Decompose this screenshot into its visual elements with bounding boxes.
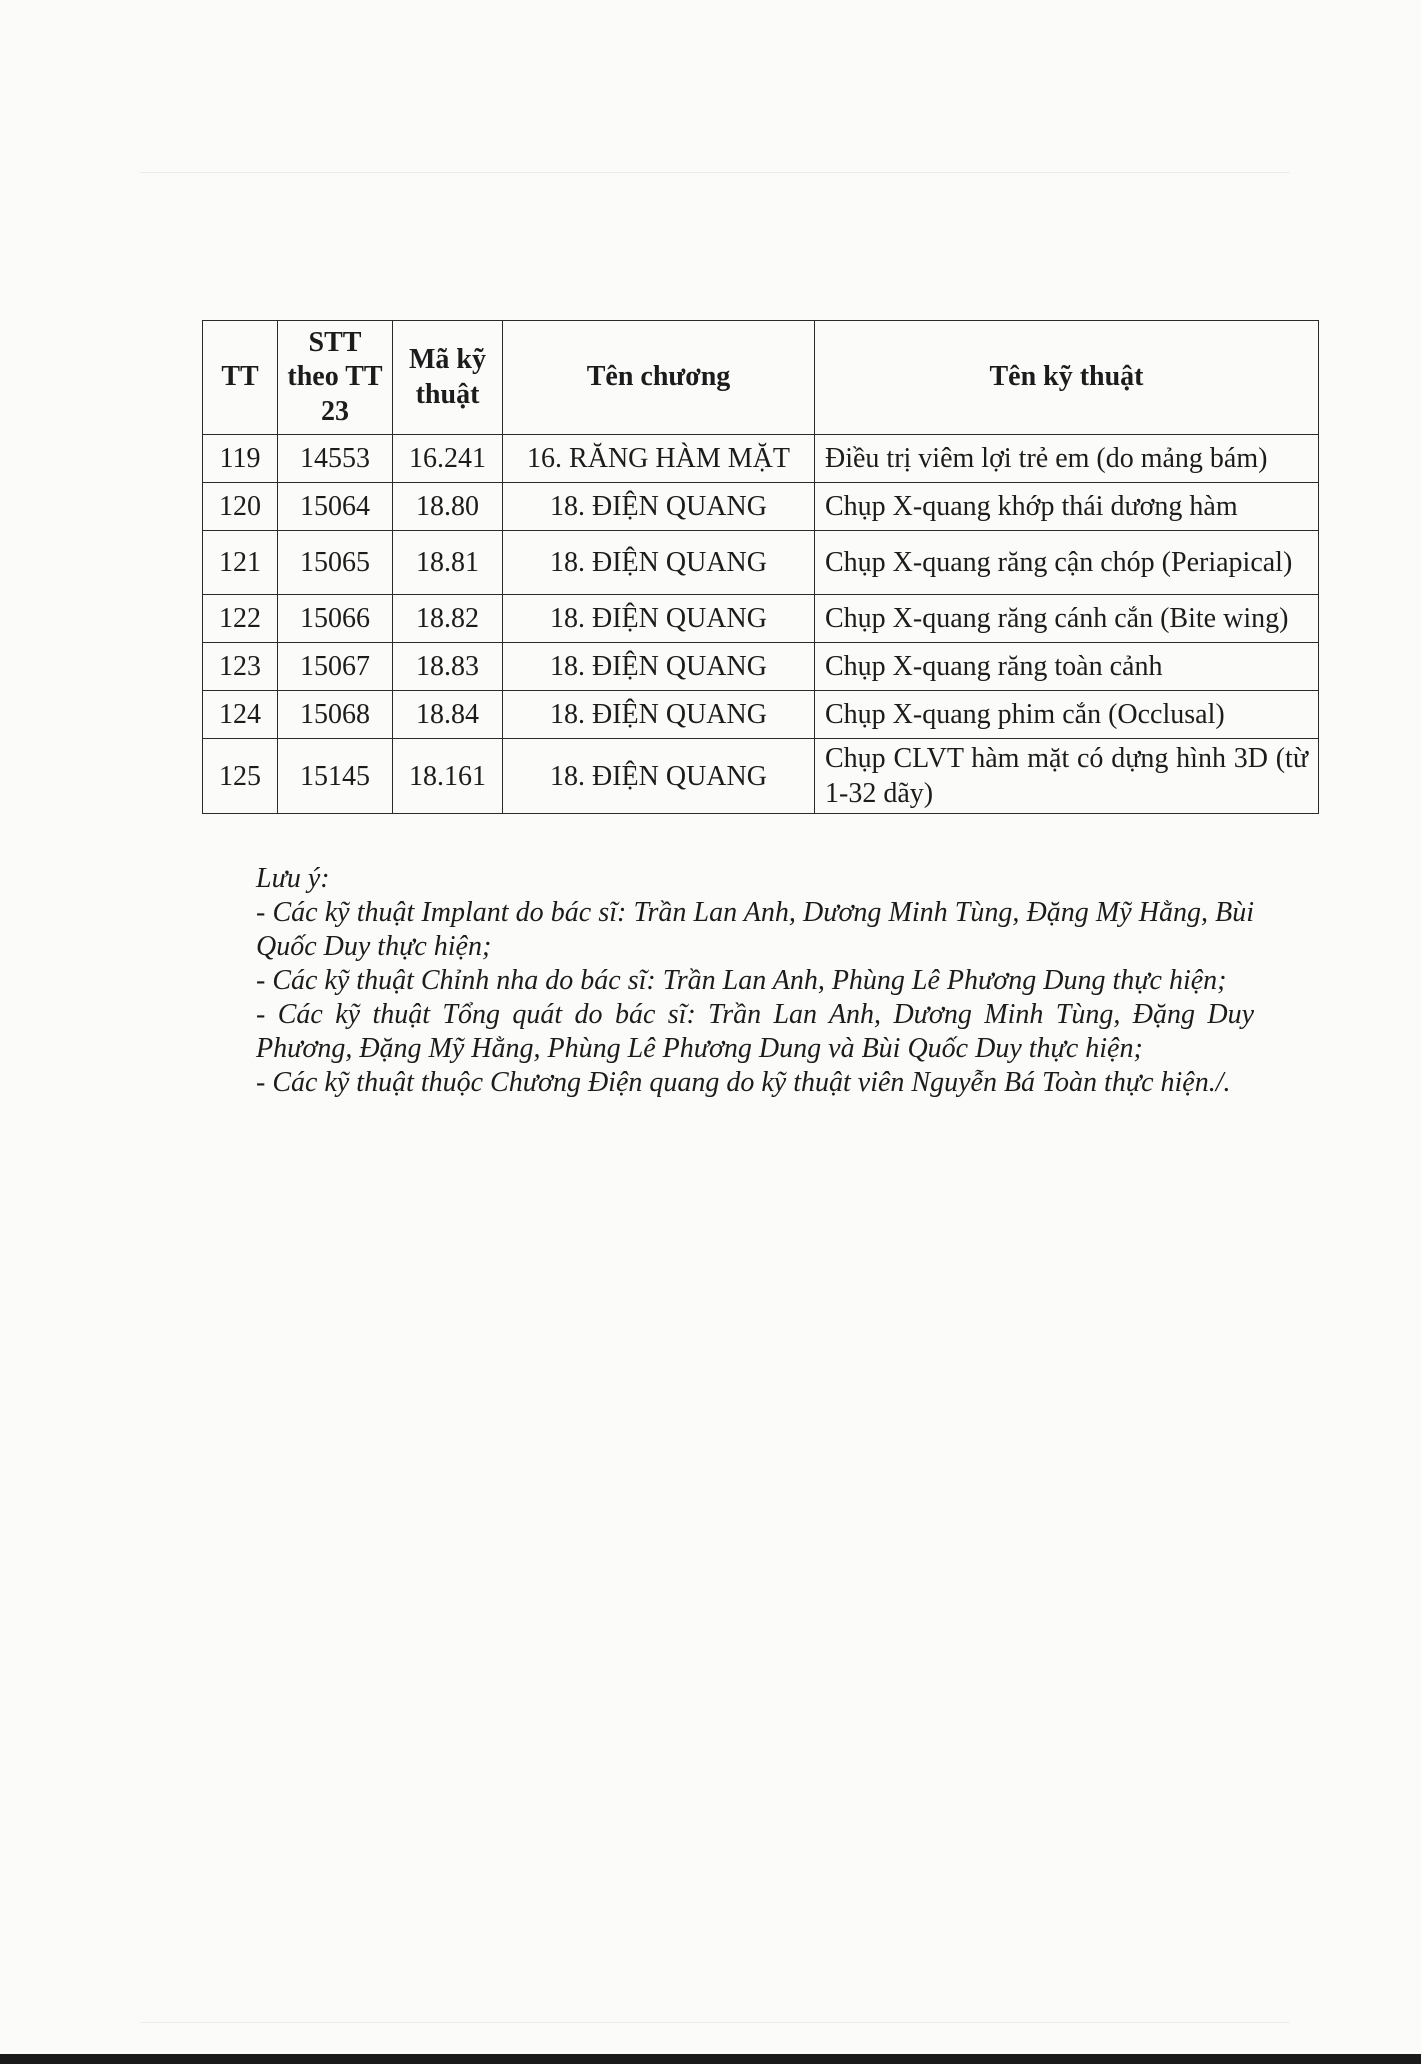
note-item: - Các kỹ thuật thuộc Chương Điện quang do kỹ thuật viên Nguyễn Bá Toàn thực hiện./. [256,1067,1231,1098]
cell-stt: 15066 [278,595,393,643]
table-row [203,483,1319,531]
header-tt: TT [203,321,278,435]
notes-title: Lưu ý: [256,863,330,894]
table-row [203,643,1319,691]
note-item: - Các kỹ thuật Implant do bác sĩ: Trần Lan Anh, Dương Minh Tùng, Đặng Mỹ Hằng, Bùi Quốc Duy thực hiện; [256,897,1254,962]
table-row [203,691,1319,739]
cell-ma: 18.84 [393,691,503,739]
cell-tt: 123 [203,643,278,691]
scan-edge [0,2054,1421,2064]
cell-ma: 18.161 [393,739,503,814]
header-ten-chuong: Tên chương [503,321,815,435]
cell-ten-ky-thuat: Chụp X-quang khớp thái dương hàm [815,483,1319,531]
cell-tt: 122 [203,595,278,643]
notes-section [256,862,1254,1100]
cell-tt: 120 [203,483,278,531]
cell-ten-ky-thuat: Chụp X-quang răng toàn cảnh [815,643,1319,691]
cell-tt: 119 [203,435,278,483]
cell-stt: 15068 [278,691,393,739]
technique-table [202,320,1319,814]
cell-ma: 18.82 [393,595,503,643]
cell-stt: 15065 [278,531,393,595]
table-row [203,531,1319,595]
bleed-through-line [140,172,1290,173]
cell-chuong: 18. ĐIỆN QUANG [503,691,815,739]
cell-ten-ky-thuat: Chụp X-quang răng cận chóp (Periapical) [815,531,1319,595]
table-row [203,739,1319,814]
cell-ma: 18.81 [393,531,503,595]
table-row [203,595,1319,643]
header-ten-ky-thuat: Tên kỹ thuật [815,321,1319,435]
bleed-through-line [140,2022,1290,2023]
header-ma-ky-thuat: Mã kỹ thuật [393,321,503,435]
cell-stt: 15145 [278,739,393,814]
cell-ten-ky-thuat: Chụp X-quang răng cánh cắn (Bite wing) [815,595,1319,643]
cell-ten-ky-thuat: Điều trị viêm lợi trẻ em (do mảng bám) [815,435,1319,483]
cell-chuong: 18. ĐIỆN QUANG [503,739,815,814]
cell-chuong: 18. ĐIỆN QUANG [503,595,815,643]
cell-tt: 124 [203,691,278,739]
cell-chuong: 18. ĐIỆN QUANG [503,643,815,691]
cell-chuong: 16. RĂNG HÀM MẶT [503,435,815,483]
cell-ma: 16.241 [393,435,503,483]
note-item: - Các kỹ thuật Chỉnh nha do bác sĩ: Trần Lan Anh, Phùng Lê Phương Dung thực hiện; [256,965,1227,996]
cell-ten-ky-thuat: Chụp X-quang phim cắn (Occlusal) [815,691,1319,739]
cell-chuong: 18. ĐIỆN QUANG [503,483,815,531]
cell-stt: 15067 [278,643,393,691]
note-item: - Các kỹ thuật Tổng quát do bác sĩ: Trần Lan Anh, Dương Minh Tùng, Đặng Duy Phương, Đặng Mỹ Hằng, Phùng Lê Phương Dung và Bùi Quốc Duy thực hiện; [256,999,1254,1064]
cell-ma: 18.80 [393,483,503,531]
cell-tt: 125 [203,739,278,814]
cell-ma: 18.83 [393,643,503,691]
cell-tt: 121 [203,531,278,595]
table-row [203,435,1319,483]
cell-stt: 14553 [278,435,393,483]
cell-ten-ky-thuat: Chụp CLVT hàm mặt có dựng hình 3D (từ 1-32 dãy) [815,739,1319,814]
header-stt: STT theo TT 23 [278,321,393,435]
cell-chuong: 18. ĐIỆN QUANG [503,531,815,595]
cell-stt: 15064 [278,483,393,531]
table-header-row [203,321,1319,435]
